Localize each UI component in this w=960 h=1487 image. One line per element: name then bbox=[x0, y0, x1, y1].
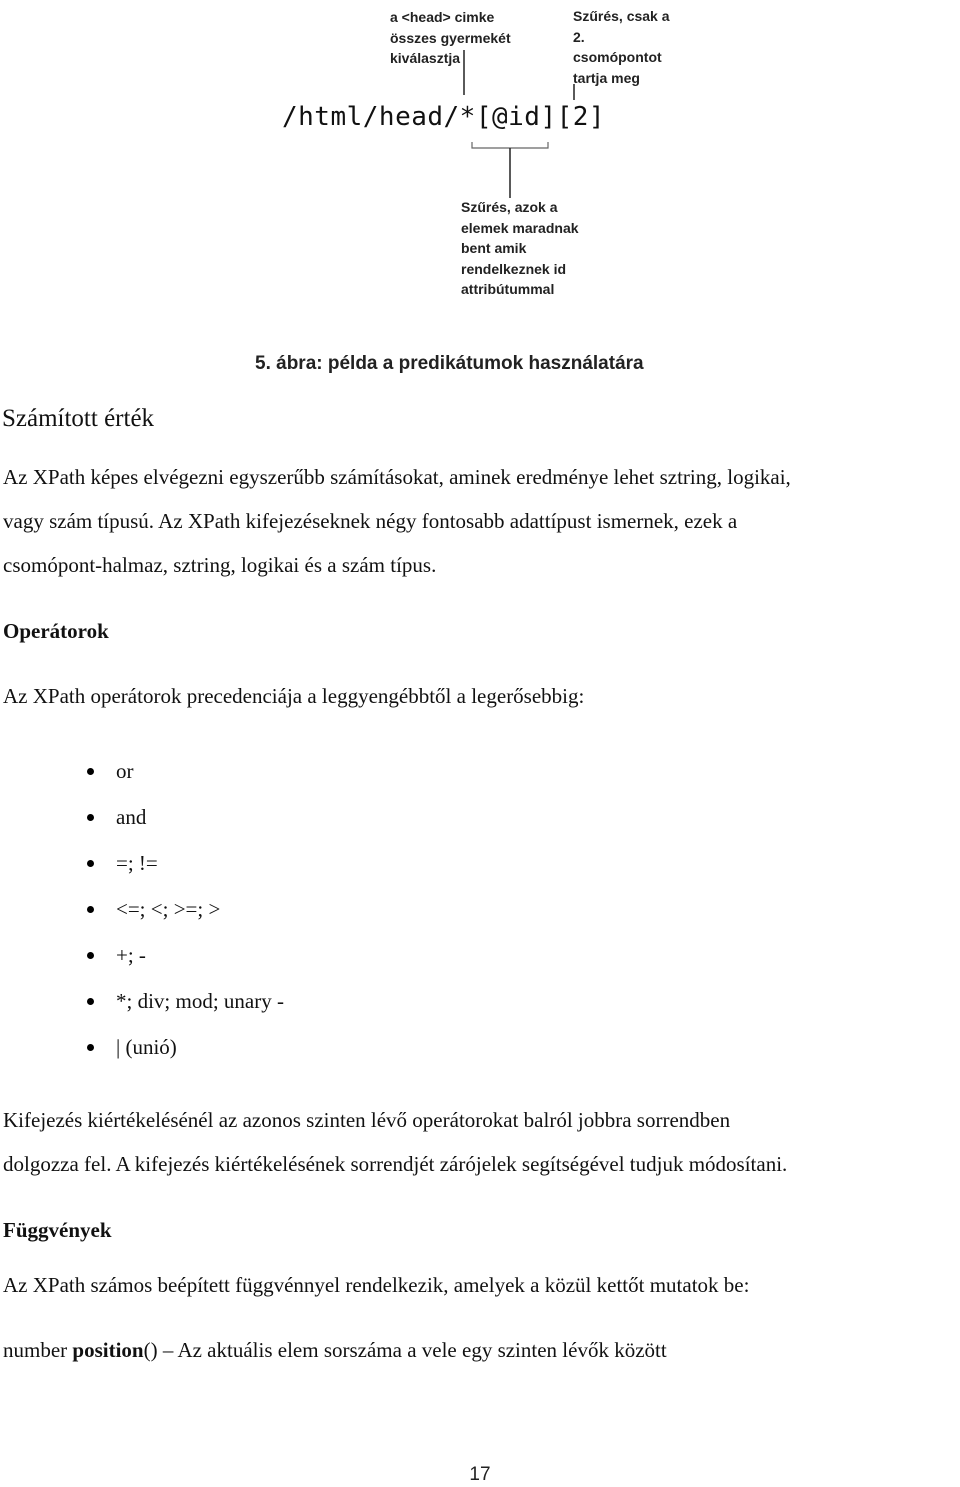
paragraph-line: Kifejezés kiértékelésénél az azonos szinten lévő operátorokat balról jobbra sorrendben bbox=[3, 1108, 731, 1132]
bracket-id bbox=[472, 142, 548, 148]
annotation-filter-line: bent amik bbox=[461, 240, 527, 256]
paragraph-line: csomópont-halmaz, sztring, logikai és a szám típus. bbox=[3, 553, 437, 577]
bullet-icon bbox=[87, 906, 94, 913]
section-title-computed: Számított érték bbox=[2, 405, 155, 432]
function-description: – Az aktuális elem sorszáma a vele egy szinten lévők között bbox=[157, 1338, 667, 1362]
function-return-type: number bbox=[3, 1338, 68, 1362]
annotation-head bbox=[390, 7, 511, 69]
operator-item: | (unió) bbox=[116, 1035, 177, 1059]
operator-item: or bbox=[116, 759, 134, 783]
annotation-head-line: kiválasztja bbox=[390, 50, 461, 66]
annotation-filter-line: rendelkeznek id bbox=[461, 260, 567, 277]
annotation-second bbox=[573, 6, 670, 88]
annotation-second-line: 2. bbox=[573, 28, 585, 45]
bullet-icon bbox=[87, 952, 94, 959]
operator-item: *; div; mod; unary - bbox=[116, 989, 284, 1013]
annotation-filter bbox=[461, 197, 579, 300]
bullet-icon bbox=[87, 998, 94, 1005]
operators-intro: Az XPath operátorok precedenciája a leggyengébbtől a legerősebbig: bbox=[3, 684, 585, 708]
section-title-operators: Operátorok bbox=[3, 619, 109, 643]
operator-item: and bbox=[116, 805, 147, 829]
annotation-filter-line: attribútummal bbox=[461, 281, 555, 297]
function-parens: () bbox=[143, 1338, 158, 1362]
paragraph-line: dolgozza fel. A kifejezés kiértékelésének sorrendjét zárójelek segítségével tudjuk módosítani. bbox=[3, 1152, 788, 1176]
bullet-icon bbox=[87, 814, 94, 821]
operator-item: +; - bbox=[116, 943, 146, 967]
paragraph-line: vagy szám típusú. Az XPath kifejezéseknek négy fontosabb adattípust ismernek, ezek a bbox=[3, 509, 738, 533]
annotation-filter-line: elemek maradnak bbox=[461, 219, 579, 236]
bullet-icon bbox=[87, 1044, 94, 1051]
section-title-functions: Függvények bbox=[3, 1218, 112, 1242]
xpath-expression: /html/head/*[@id][2] bbox=[282, 102, 606, 132]
figure-caption: 5. ábra: példa a predikátumok használatára bbox=[255, 353, 644, 374]
functions-intro: Az XPath számos beépített függvénnyel rendelkezik, amelyek a közül kettőt mutatok be: bbox=[3, 1273, 750, 1297]
bullet-icon bbox=[87, 768, 94, 775]
bullet-icon bbox=[87, 860, 94, 867]
annotation-filter-line: Szűrés, azok a bbox=[461, 199, 558, 215]
operator-item: =; != bbox=[116, 851, 158, 875]
paragraph-line: Az XPath képes elvégezni egyszerűbb számításokat, aminek eredménye lehet sztring, logikai, bbox=[3, 465, 791, 489]
function-definition bbox=[3, 1338, 667, 1363]
annotation-second-line: Szűrés, csak a bbox=[573, 8, 670, 24]
function-name: position bbox=[72, 1338, 144, 1362]
page-number: 17 bbox=[469, 1464, 491, 1485]
annotation-head-line: összes gyermekét bbox=[390, 29, 511, 46]
annotation-second-line: tartja meg bbox=[573, 69, 640, 86]
annotation-second-line: csomópontot bbox=[573, 49, 662, 65]
annotation-head-line: a <head> cimke bbox=[390, 9, 495, 25]
operator-item: <=; <; >=; > bbox=[116, 897, 221, 921]
